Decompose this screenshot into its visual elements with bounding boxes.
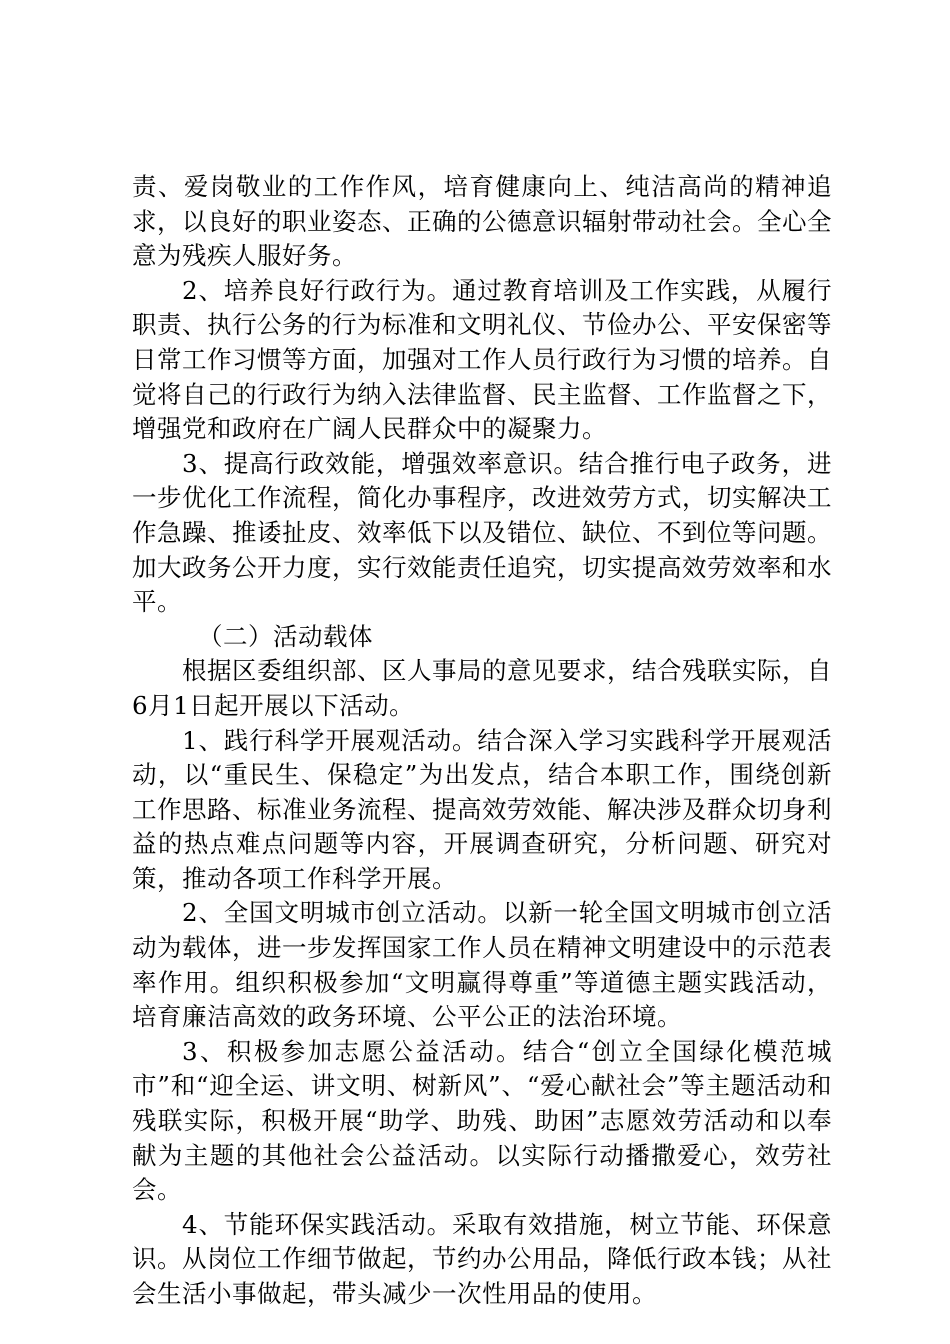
paragraph-item-science-development: 1、践行科学开展观活动。结合深入学习实践科学开展观活动，以“重民生、保稳定”为出发点，结合本职工作，围绕创新工作思路、标准业务流程、提高效劳效能、解决涉及群众切身利益的热点难点问题等内容，开展调查研究，分析问题、研究对策，推动各项工作科学开展。 (132, 725, 832, 893)
section-heading-activity-carrier: （二）活动载体 (198, 621, 373, 651)
paragraph-activity-intro: 根据区委组织部、区人事局的意见要求，结合残联实际，自6月1日起开展以下活动。 (132, 656, 832, 720)
document-body (132, 170, 832, 1312)
paragraph-item-civilized-city: 2、全国文明城市创立活动。以新一轮全国文明城市创立活动为载体，进一步发挥国家工作人员在精神文明建设中的示范表率作用。组织积极参加“文明赢得尊重”等道德主题实践活动，培育廉洁高效的政务环境、公平公正的法治环境。 (132, 898, 832, 1032)
paragraph-item-administrative-behavior: 2、培养良好行政行为。通过教育培训及工作实践，从履行职责、执行公务的行为标准和文明礼仪、节俭办公、平安保密等日常工作习惯等方面，加强对工作人员行政行为习惯的培养。自觉将自己的行政行为纳入法律监督、民主监督、工作监督之下，增强党和政府在广阔人民群众中的凝聚力。 (132, 275, 832, 444)
paragraph-continuation: 责、爱岗敬业的工作作风，培育健康向上、纯洁高尚的精神追求，以良好的职业姿态、正确的公德意识辐射带动社会。全心全意为残疾人服好务。 (132, 172, 832, 271)
paragraph-item-energy-saving: 4、节能环保实践活动。采取有效措施，树立节能、环保意识。从岗位工作细节做起，节约办公用品，降低行政本钱；从社会生活小事做起，带头减少一次性用品的使用。 (132, 1209, 832, 1308)
paragraph-item-volunteer-service: 3、积极参加志愿公益活动。结合“创立全国绿化模范城市”和“迎全运、讲文明、树新风”、“爱心献社会”等主题活动和残联实际，积极开展“助学、助残、助困”志愿效劳活动和以奉献为主题的其他社会公益活动。以实际行动播撒爱心，效劳社会。 (132, 1036, 832, 1205)
paragraph-item-administrative-efficiency: 3、提高行政效能，增强效率意识。结合推行电子政务，进一步优化工作流程，简化办事程序，改进效劳方式，切实解决工作急躁、推诿扯皮、效率低下以及错位、缺位、不到位等问题。加大政务公开力度，实行效能责任追究，切实提高效劳效率和水平。 (132, 448, 832, 617)
